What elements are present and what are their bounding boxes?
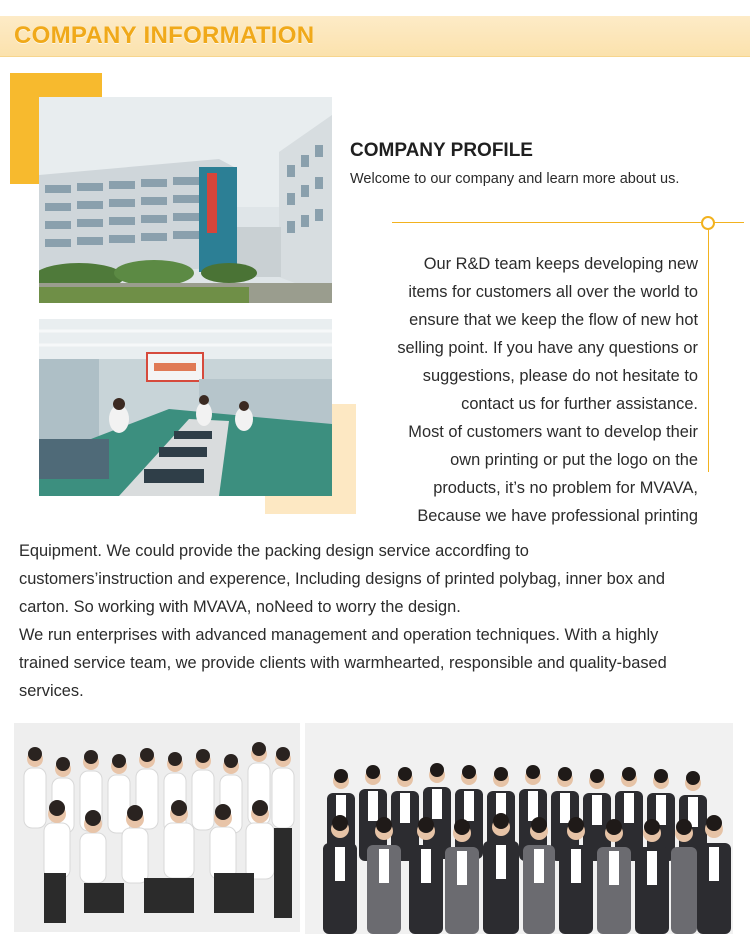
text-line: contact us for further assistance. <box>461 395 698 413</box>
section-header-banner <box>0 16 750 56</box>
text-line: Equipment. We could provide the packing design service accordfing to <box>19 542 529 560</box>
profile-heading: COMPANY PROFILE <box>350 140 533 161</box>
profile-text-right <box>340 250 698 530</box>
profile-text-full <box>19 537 735 705</box>
text-line: trained service team, we provide clients with warmhearted, responsible and quality-based <box>19 654 667 672</box>
divider-horizontal <box>392 222 744 223</box>
text-line: products, it’s no problem for MVAVA, <box>433 479 698 497</box>
text-line: We run enterprises with advanced management and operation techniques. With a highly <box>19 626 659 644</box>
formal-team-photo <box>305 723 733 934</box>
text-line: suggestions, please do not hesitate to <box>422 367 698 385</box>
production-line-photo <box>39 319 332 496</box>
factory-building-photo <box>39 97 332 303</box>
text-line: carton. So working with MVAVA, noNeed to worry the design. <box>19 598 461 616</box>
section-title: COMPANY INFORMATION <box>14 22 315 49</box>
text-line: Most of customers want to develop their <box>408 423 698 441</box>
text-line: customers’instruction and experence, Including designs of printed polybag, inner box and <box>19 570 666 588</box>
text-line: own printing or put the logo on the <box>450 451 698 469</box>
text-line: Because we have professional printing <box>417 507 698 525</box>
text-line: items for customers all over the world to <box>408 283 698 301</box>
text-line: ensure that we keep the flow of new hot <box>409 311 698 329</box>
text-line: selling point. If you have any questions or <box>397 339 698 357</box>
text-line: services. <box>19 682 84 700</box>
profile-subtitle: Welcome to our company and learn more about us. <box>350 171 680 187</box>
divider-vertical <box>708 230 709 472</box>
divider-dot-icon <box>701 216 715 230</box>
text-line: Our R&D team keeps developing new <box>423 255 698 273</box>
casual-team-photo <box>14 723 300 932</box>
